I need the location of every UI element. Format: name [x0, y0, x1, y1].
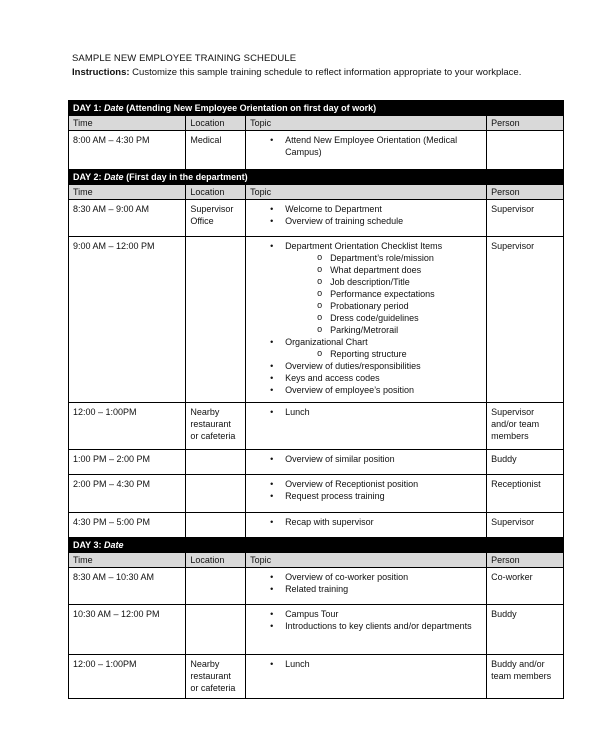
- location-cell: [186, 450, 246, 475]
- topic-text: Related training: [285, 584, 349, 594]
- person-cell: Co-worker: [487, 568, 564, 605]
- day-header: [69, 170, 564, 185]
- topic-item: [271, 336, 482, 360]
- location-cell: Medical: [186, 131, 246, 170]
- time-cell: 10:30 AM – 12:00 PM: [69, 605, 186, 655]
- topic-item: [271, 608, 482, 620]
- topic-cell: [246, 513, 487, 538]
- time-cell: 12:00 – 1:00PM: [69, 655, 186, 699]
- time-cell: 8:00 AM – 4:30 PM: [69, 131, 186, 170]
- schedule-row: [69, 450, 564, 475]
- topic-cell: [246, 131, 487, 170]
- topic-item: [271, 453, 482, 465]
- topic-cell: [246, 450, 487, 475]
- column-header-topic: Topic: [246, 185, 487, 200]
- day-note: (First day in the department): [126, 172, 248, 182]
- topic-list: [250, 134, 482, 158]
- topic-cell: [246, 200, 487, 237]
- column-header-row: [69, 185, 564, 200]
- topic-text: Request process training: [285, 491, 385, 501]
- topic-item: [271, 516, 482, 528]
- column-header-person: Person: [487, 185, 564, 200]
- location-cell: Nearby restaurant or cafeteria: [186, 403, 246, 450]
- topic-cell: [246, 403, 487, 450]
- time-cell: 1:00 PM – 2:00 PM: [69, 450, 186, 475]
- day-label: DAY 1:: [73, 103, 102, 113]
- subtopic-item: o Probationary period: [319, 300, 482, 312]
- topic-list: [250, 240, 482, 396]
- subtopic-item: o What department does: [319, 264, 482, 276]
- day-note: (Attending New Employee Orientation on first day of work): [126, 103, 377, 113]
- day-header-row: [69, 170, 564, 185]
- subtopic-item: o Performance expectations: [319, 288, 482, 300]
- topic-list: [250, 516, 482, 528]
- topic-text: Lunch: [285, 659, 310, 669]
- person-cell: [487, 131, 564, 170]
- topic-list: [250, 478, 482, 502]
- topic-item: [271, 658, 482, 670]
- column-header-topic: Topic: [246, 553, 487, 568]
- subtopic-item: o Dress code/guidelines: [319, 312, 482, 324]
- instructions-label: Instructions:: [72, 67, 130, 78]
- day-date: Date: [104, 172, 124, 182]
- day-header-row: [69, 538, 564, 553]
- schedule-row: [69, 475, 564, 513]
- topic-item: [271, 583, 482, 595]
- person-cell: Buddy: [487, 450, 564, 475]
- topic-text: Overview of Receptionist position: [285, 479, 419, 489]
- topic-text: Overview of employee’s position: [285, 385, 414, 395]
- schedule-row: [69, 403, 564, 450]
- topic-cell: [246, 605, 487, 655]
- topic-item: [271, 384, 482, 396]
- topic-text: Organizational Chart: [285, 337, 368, 347]
- column-header-row: [69, 553, 564, 568]
- topic-item: [271, 620, 482, 632]
- location-cell: [186, 475, 246, 513]
- person-cell: Supervisor: [487, 513, 564, 538]
- subtopic-item: o Job description/Title: [319, 276, 482, 288]
- topic-text: Overview of co-worker position: [285, 572, 409, 582]
- topic-text: Overview of similar position: [285, 454, 395, 464]
- day-header: [69, 538, 564, 553]
- topic-text: Campus Tour: [285, 609, 339, 619]
- topic-cell: [246, 475, 487, 513]
- person-cell: Receptionist: [487, 475, 564, 513]
- instructions: [72, 67, 534, 80]
- column-header-time: Time: [69, 116, 186, 131]
- topic-text: Department Orientation Checklist Items: [285, 241, 443, 251]
- topic-item: [271, 571, 482, 583]
- training-schedule-table: [68, 100, 564, 699]
- topic-list: [250, 453, 482, 465]
- subtopic-item: o Department’s role/mission: [319, 252, 482, 264]
- time-cell: 12:00 – 1:00PM: [69, 403, 186, 450]
- subtopic-item: o Parking/Metrorail: [319, 324, 482, 336]
- schedule-row: [69, 655, 564, 699]
- topic-cell: [246, 655, 487, 699]
- topic-item: [271, 215, 482, 227]
- day-label: DAY 2:: [73, 172, 102, 182]
- topic-list: [250, 571, 482, 595]
- day-date: Date: [104, 540, 124, 550]
- column-header-person: Person: [487, 553, 564, 568]
- topic-list: [250, 658, 482, 670]
- column-header-row: [69, 116, 564, 131]
- topic-text: Attend New Employee Orientation (Medical Campus): [285, 135, 458, 157]
- day-header-row: [69, 101, 564, 116]
- topic-item: [271, 240, 482, 336]
- location-cell: [186, 513, 246, 538]
- instructions-text: Customize this sample training schedule to reflect information appropriate to your workplace.: [129, 67, 522, 78]
- day-label: DAY 3:: [73, 540, 102, 550]
- topic-item: [271, 360, 482, 372]
- page-title: SAMPLE NEW EMPLOYEE TRAINING SCHEDULE: [72, 53, 297, 64]
- topic-item: [271, 372, 482, 384]
- topic-cell: [246, 237, 487, 403]
- time-cell: 9:00 AM – 12:00 PM: [69, 237, 186, 403]
- person-cell: Buddy: [487, 605, 564, 655]
- person-cell: Supervisor: [487, 200, 564, 237]
- schedule-row: [69, 200, 564, 237]
- topic-item: [271, 478, 482, 490]
- schedule-row: [69, 605, 564, 655]
- time-cell: 4:30 PM – 5:00 PM: [69, 513, 186, 538]
- schedule-row: [69, 568, 564, 605]
- column-header-location: Location: [186, 116, 246, 131]
- topic-text: Welcome to Department: [285, 204, 382, 214]
- schedule-row: [69, 513, 564, 538]
- column-header-time: Time: [69, 553, 186, 568]
- day-date: Date: [104, 103, 124, 113]
- column-header-location: Location: [186, 185, 246, 200]
- location-cell: [186, 605, 246, 655]
- person-cell: Supervisor: [487, 237, 564, 403]
- schedule-row: [69, 131, 564, 170]
- subtopic-item: o Reporting structure: [319, 348, 482, 360]
- topic-list: [250, 406, 482, 418]
- time-cell: 2:00 PM – 4:30 PM: [69, 475, 186, 513]
- time-cell: 8:30 AM – 10:30 AM: [69, 568, 186, 605]
- topic-text: Lunch: [285, 407, 310, 417]
- person-cell: Buddy and/or team members: [487, 655, 564, 699]
- day-header: [69, 101, 564, 116]
- location-cell: [186, 237, 246, 403]
- topic-item: [271, 134, 482, 158]
- topic-text: Introductions to key clients and/or departments: [285, 621, 472, 631]
- topic-item: [271, 406, 482, 418]
- topic-item: [271, 203, 482, 215]
- topic-text: Keys and access codes: [285, 373, 380, 383]
- topic-text: Overview of training schedule: [285, 216, 404, 226]
- topic-list: [250, 608, 482, 632]
- column-header-time: Time: [69, 185, 186, 200]
- topic-cell: [246, 568, 487, 605]
- column-header-topic: Topic: [246, 116, 487, 131]
- location-cell: Supervisor Office: [186, 200, 246, 237]
- time-cell: 8:30 AM – 9:00 AM: [69, 200, 186, 237]
- column-header-person: Person: [487, 116, 564, 131]
- column-header-location: Location: [186, 553, 246, 568]
- location-cell: [186, 568, 246, 605]
- topic-text: Overview of duties/responsibilities: [285, 361, 421, 371]
- topic-list: [250, 203, 482, 227]
- schedule-row: [69, 237, 564, 403]
- topic-item: [271, 490, 482, 502]
- person-cell: Supervisor and/or team members: [487, 403, 564, 450]
- subtopic-list: [285, 252, 482, 336]
- topic-text: Recap with supervisor: [285, 517, 374, 527]
- subtopic-list: [285, 348, 482, 360]
- location-cell: Nearby restaurant or cafeteria: [186, 655, 246, 699]
